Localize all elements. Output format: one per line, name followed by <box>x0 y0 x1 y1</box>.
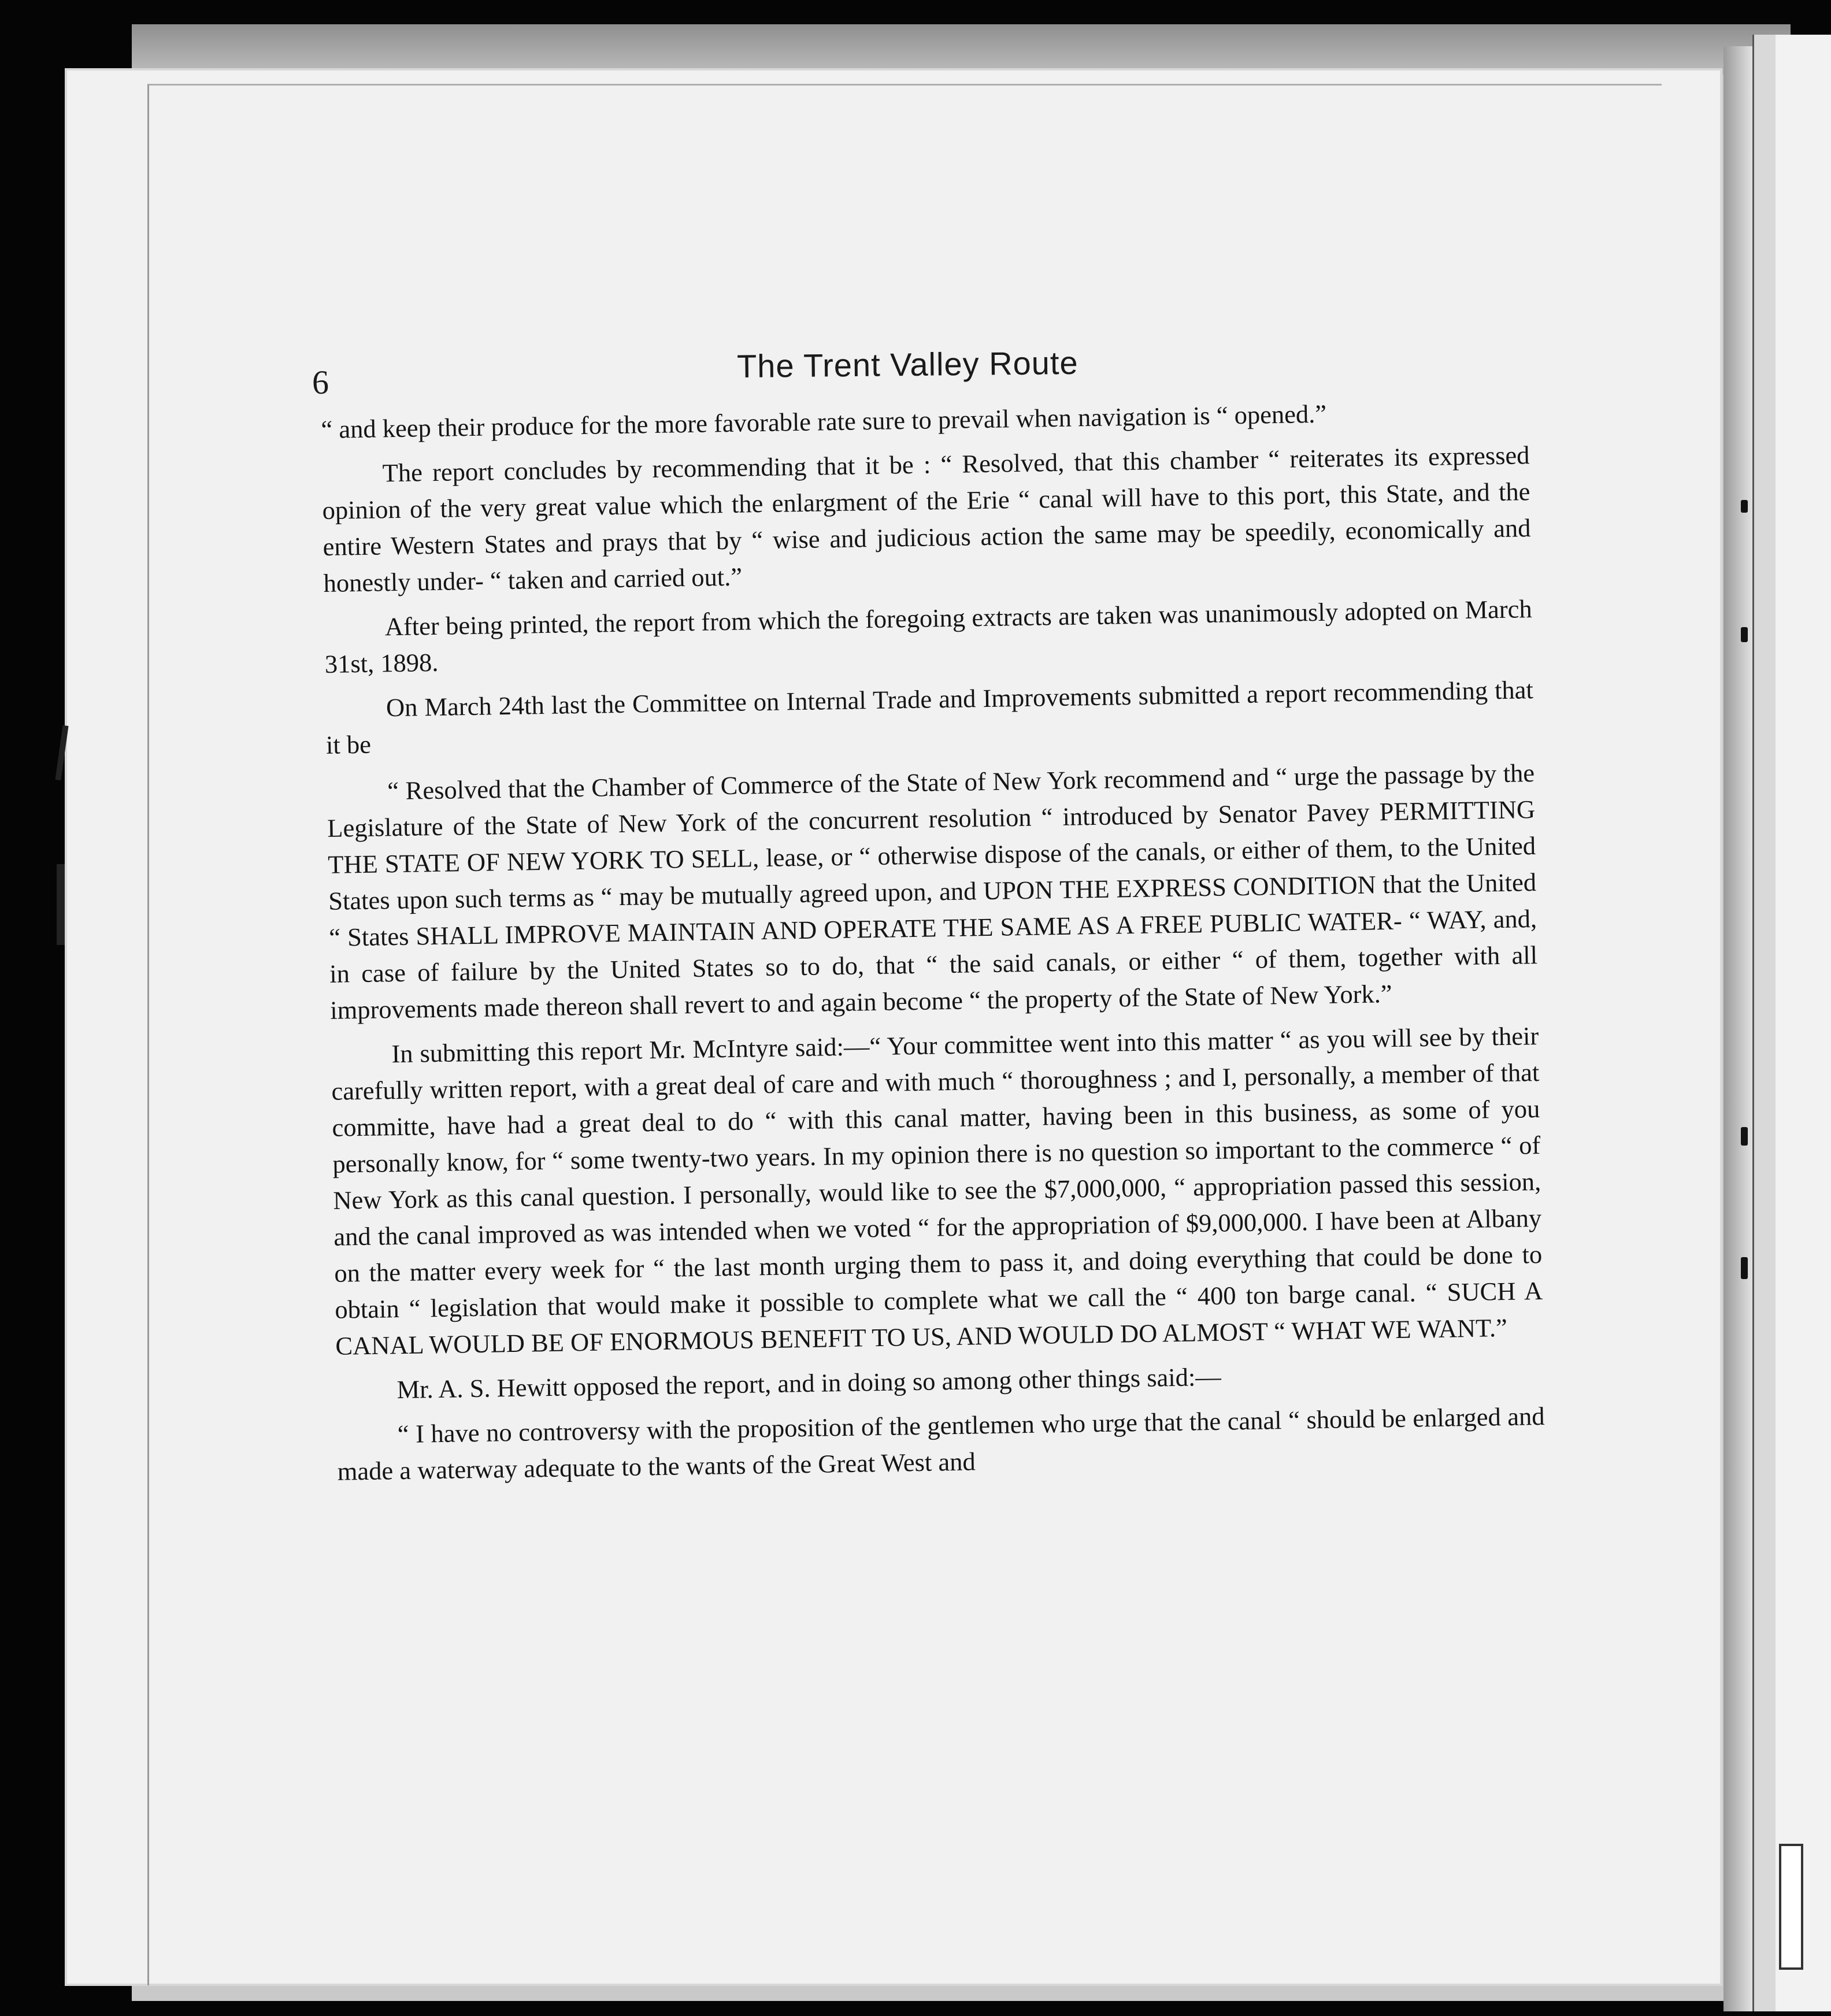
binding-mark <box>1741 1257 1748 1279</box>
paragraph-resolved-quote: “ Resolved that the Chamber of Commerce of the State of New York recommend and “ urge the passage by the Legislature of the State of New York of the concurrent resolution “ introduced by Senator Pavey PERMITTING THE STATE OF NEW YORK TO SELL, lease, or “ otherwise dispose of the canals, or either of them, to the United States upon such terms as “ may be mutually agreed upon, and UPON THE EXPRESS CONDITION that the United “ States SHALL IMPROVE MAINTAIN AND OPERATE THE SAME AS A FREE PUBLIC WATER- “ WAY, and, in case of failure by the United States so to do, that “ the said canals, or either “ of them, together with all improvements made thereon shall revert to and again become “ the property of the State of New York.” <box>327 758 1538 1025</box>
page-number: 6 <box>312 364 329 401</box>
binding-mark <box>1741 500 1748 513</box>
adjacent-page-edge <box>1776 35 1831 2011</box>
binding-mark <box>1741 1127 1748 1146</box>
binding-mark <box>1741 627 1748 642</box>
page-top-edge <box>132 24 1791 75</box>
running-title: The Trent Valley Route <box>736 344 1078 385</box>
binding-edge <box>1752 35 1777 2011</box>
paragraph-hewitt-quote: “ I have no controversy with the proposition of the gentlemen who urge that the canal “ should be enlarged and made a waterway adequate to the wants of the Great West and <box>337 1401 1545 1486</box>
paragraph-committee: On March 24th last the Committee on Internal Trade and Improvements submitted a report recommending that it be <box>325 675 1534 759</box>
margin-mark <box>57 864 65 945</box>
paragraph-hewitt: Mr. A. S. Hewitt opposed the report, and in doing so among other things said:— <box>396 1362 1222 1404</box>
paragraph-continued: “ and keep their produce for the more favorable rate sure to prevail when navigation is “ opened.” <box>321 399 1327 444</box>
binding-strip <box>1723 46 1752 2011</box>
body-text <box>321 392 1545 1498</box>
paragraph-mcintyre: In submitting this report Mr. McIntyre said:—“ Your committee went into this matter “ as you will see by their carefully written report, with a great deal of care and with much “ thoroughness ; and I, personally, a member of that committe, have had a great deal to do “ with this canal matter, having been in this business, as some of you personally know, for “ some twenty-two years. In my opinion there is no question so important to the commerce “ of New York as this canal question. I personally, would like to see the $7,000,000, “ appropriation passed this session, and the canal improved as was intended when we voted “ for the appropriation of $9,000,000. I have been at Albany on the matter every week for “ the last month urging them to pass it, and doing everything that could be done to obtain “ legislation that would make it possible to complete what we call the “ 400 ton barge canal. “ SUCH A CANAL WOULD BE OF ENORMOUS BENEFIT TO US, AND WOULD DO ALMOST “ WHAT WE WANT.” <box>331 1021 1543 1361</box>
page-header <box>312 341 1584 401</box>
paragraph-resolution: The report concludes by recommending that it be : “ Resolved, that this chamber “ reiterates its expressed opinion of the very great value which the enlargment of the Erie “ canal will have to this port, this State, and the entire Western States and prays that by “ wise and judicious action the same may be speedily, economically and honestly under- “ taken and carried out.” <box>322 440 1531 598</box>
paragraph-adoption: After being printed, the report from which the foregoing extracts are taken was unanimously adopted on March 31st, 1898. <box>324 594 1533 679</box>
page-tab <box>1779 1844 1803 1970</box>
